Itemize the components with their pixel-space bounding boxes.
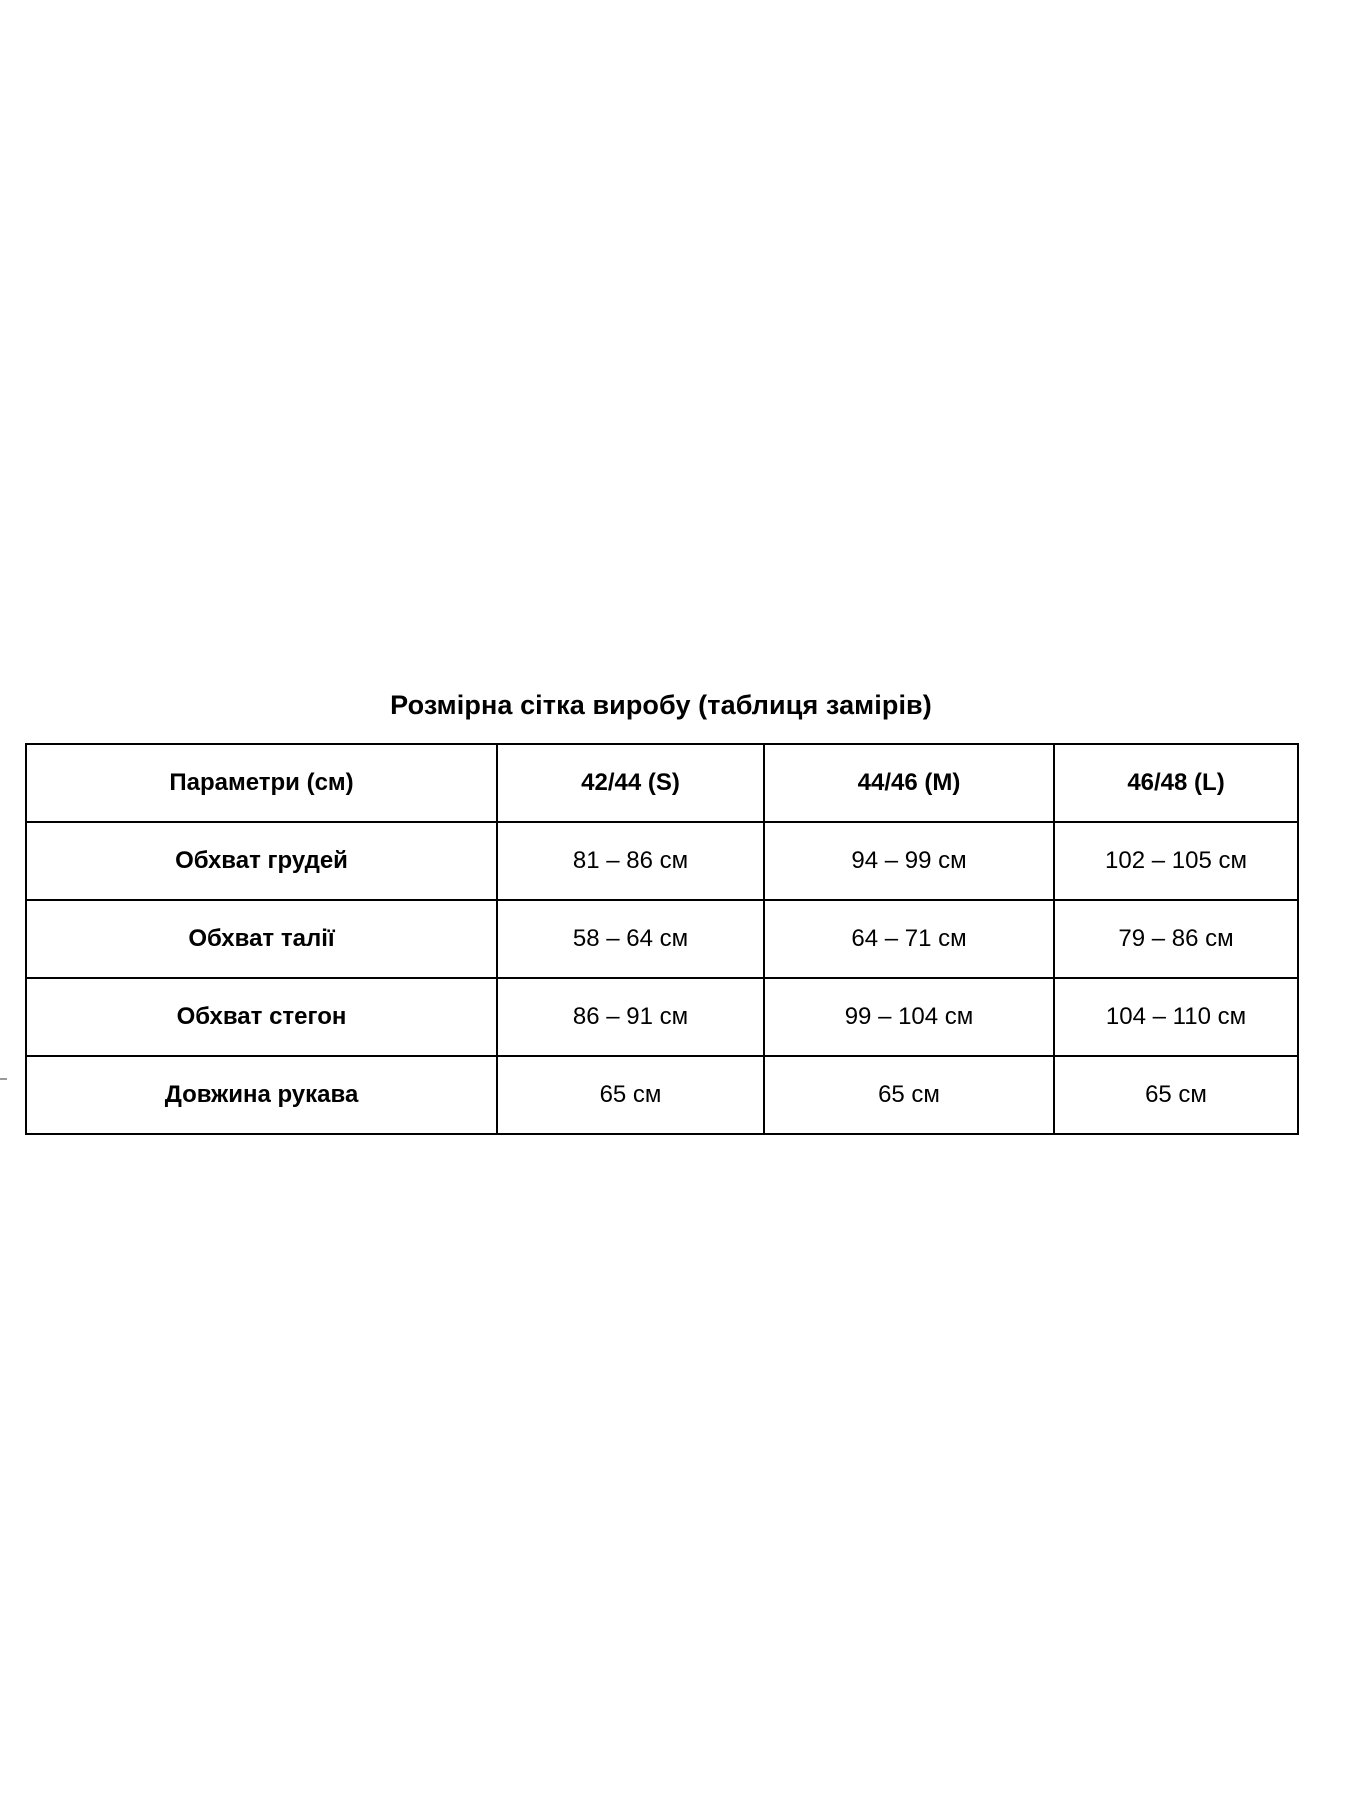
cell-sleeve-m: 65 см: [764, 1056, 1054, 1134]
row-label-sleeve-length: Довжина рукава: [26, 1056, 497, 1134]
table-row: [26, 1056, 1298, 1134]
cell-hips-s: 86 – 91 см: [497, 978, 764, 1056]
cell-chest-s: 81 – 86 см: [497, 822, 764, 900]
size-chart-block: [25, 690, 1297, 1135]
cell-waist-m: 64 – 71 см: [764, 900, 1054, 978]
column-header-size-s: 42/44 (S): [497, 744, 764, 822]
column-header-size-l: 46/48 (L): [1054, 744, 1298, 822]
column-header-parameter: Параметри (см): [26, 744, 497, 822]
row-label-waist: Обхват талії: [26, 900, 497, 978]
row-label-hips: Обхват стегон: [26, 978, 497, 1056]
size-measurements-table: [25, 743, 1299, 1135]
table-row: [26, 978, 1298, 1056]
page-title: Розмірна сітка виробу (таблиця замірів): [390, 690, 932, 720]
column-header-size-m: 44/46 (M): [764, 744, 1054, 822]
table-row: [26, 900, 1298, 978]
cell-hips-l: 104 – 110 см: [1054, 978, 1298, 1056]
cell-sleeve-l: 65 см: [1054, 1056, 1298, 1134]
stray-mark: [0, 1078, 7, 1080]
row-label-chest: Обхват грудей: [26, 822, 497, 900]
cell-hips-m: 99 – 104 см: [764, 978, 1054, 1056]
cell-waist-l: 79 – 86 см: [1054, 900, 1298, 978]
cell-chest-l: 102 – 105 см: [1054, 822, 1298, 900]
cell-waist-s: 58 – 64 см: [497, 900, 764, 978]
cell-sleeve-s: 65 см: [497, 1056, 764, 1134]
table-header-row: [26, 744, 1298, 822]
table-row: [26, 822, 1298, 900]
cell-chest-m: 94 – 99 см: [764, 822, 1054, 900]
